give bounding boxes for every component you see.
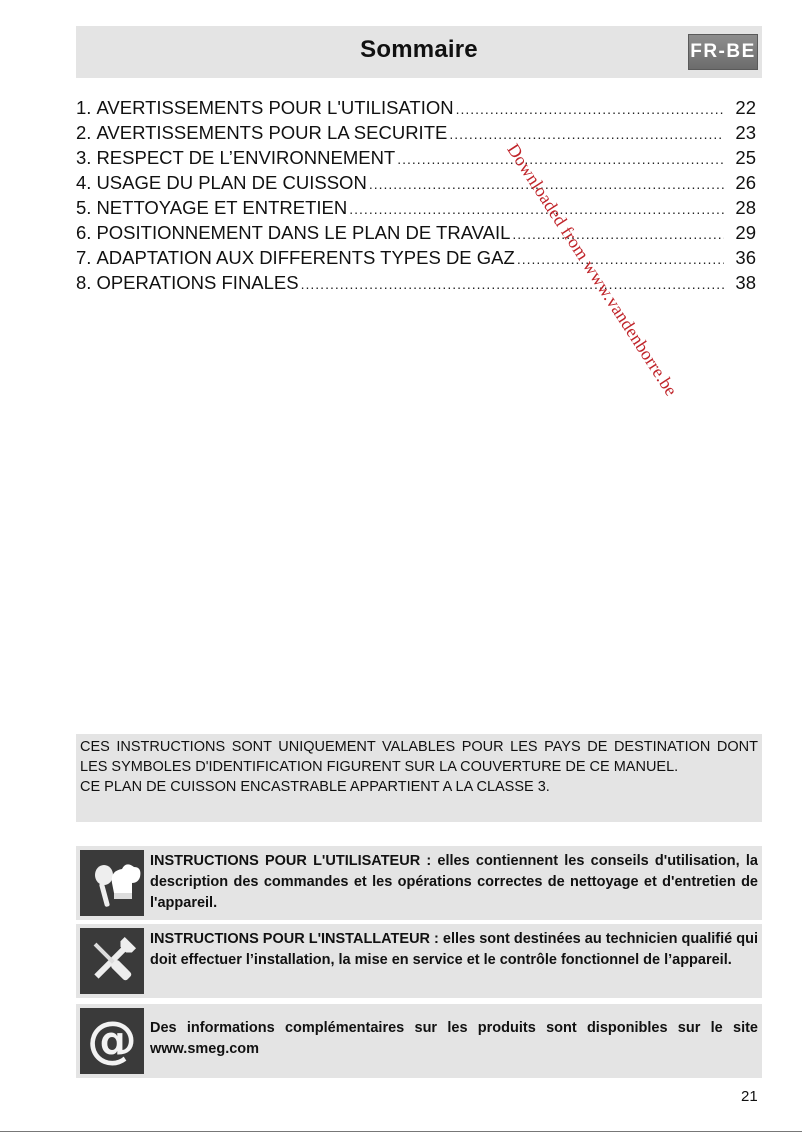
at-sign-icon: [80, 1008, 144, 1074]
web-info-text: Des informations complémentaires sur les produits sont disponibles sur le site www.smeg.com: [150, 1020, 758, 1057]
toc-number: 5.: [76, 197, 92, 218]
chef-hat-spoon-icon: [80, 850, 144, 916]
toc-number: 7.: [76, 247, 92, 268]
toc-title: AVERTISSEMENTS POUR L'UTILISATION: [96, 97, 454, 118]
toc-entry[interactable]: [76, 197, 756, 222]
toc-entry[interactable]: [76, 147, 756, 172]
toc-leader: [517, 251, 724, 267]
toc-page: 26: [735, 172, 756, 193]
toc-title: USAGE DU PLAN DE CUISSON: [96, 172, 367, 193]
notice-class: CE PLAN DE CUISSON ENCASTRABLE APPARTIENT A LA CLASSE 3.: [80, 779, 550, 795]
toc-entry[interactable]: [76, 122, 756, 147]
header-bar: [76, 26, 762, 78]
toc-entry[interactable]: [76, 247, 756, 272]
toc-entry[interactable]: [76, 272, 756, 297]
toc-leader: [449, 126, 724, 142]
download-watermark: Downloaded from www.vandenborre.be: [503, 140, 682, 400]
page-number: 21: [741, 1088, 758, 1105]
toc-title: RESPECT DE L’ENVIRONNEMENT: [96, 147, 396, 168]
toc-page: 22: [735, 97, 756, 118]
notice-countries: CES INSTRUCTIONS SONT UNIQUEMENT VALABLES POUR LES PAYS DE DESTINATION DONT LES SYMBOLES D'IDENTIFICATION FIGURENT SUR LA COUVERTURE DE CE MANUEL.: [80, 739, 758, 775]
toc-page: 29: [735, 222, 756, 243]
toc-title: AVERTISSEMENTS POUR LA SECURITE: [96, 122, 448, 143]
user-instructions-text: INSTRUCTIONS POUR L'UTILISATEUR : elles contiennent les conseils d'utilisation, la description des commandes et les opérations correctes de nettoyage et d'entretien de l'appareil.: [150, 853, 758, 911]
toc-page: 36: [735, 247, 756, 268]
language-badge: FR-BE: [688, 34, 758, 70]
toc-number: 8.: [76, 272, 92, 293]
toc-title: NETTOYAGE ET ENTRETIEN: [96, 197, 348, 218]
footer-rule: [0, 1131, 802, 1132]
toc-number: 6.: [76, 222, 92, 243]
toc-leader: [397, 151, 724, 167]
toc-number: 3.: [76, 147, 92, 168]
toc-leader: [456, 101, 724, 117]
user-instructions-box: [76, 846, 762, 920]
toc-page: 25: [735, 147, 756, 168]
toc-entry[interactable]: [76, 172, 756, 197]
toc-entry[interactable]: [76, 97, 756, 122]
toc-page: 23: [735, 122, 756, 143]
svg-text:@: @: [87, 1011, 137, 1069]
toc-leader: [301, 276, 724, 292]
toc-title: POSITIONNEMENT DANS LE PLAN DE TRAVAIL: [96, 222, 511, 243]
toc-title: ADAPTATION AUX DIFFERENTS TYPES DE GAZ: [96, 247, 515, 268]
toc-number: 2.: [76, 122, 92, 143]
wrench-screwdriver-icon: [80, 928, 144, 994]
toc-number: 4.: [76, 172, 92, 193]
web-info-box: [76, 1004, 762, 1078]
validity-notice: [76, 734, 762, 822]
table-of-contents: [76, 97, 756, 297]
toc-page: 28: [735, 197, 756, 218]
toc-title: OPERATIONS FINALES: [96, 272, 299, 293]
toc-number: 1.: [76, 97, 92, 118]
toc-leader: [512, 226, 724, 242]
page-title: Sommaire: [360, 36, 478, 63]
installer-instructions-text: INSTRUCTIONS POUR L'INSTALLATEUR : elles sont destinées au technicien qualifié qui doit effectuer l’installation, la mise en service et le contrôle fonctionnel de l’appareil.: [150, 931, 758, 968]
toc-entry[interactable]: [76, 222, 756, 247]
toc-page: 38: [735, 272, 756, 293]
installer-instructions-box: [76, 924, 762, 998]
